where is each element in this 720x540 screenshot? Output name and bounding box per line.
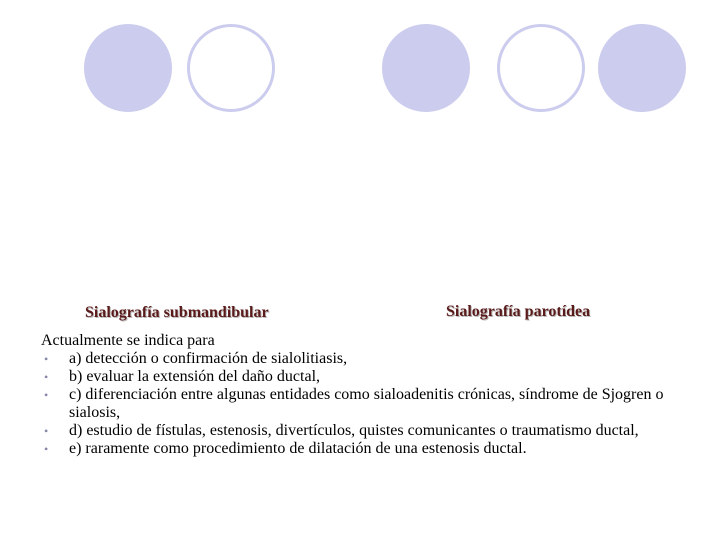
bullet-icon: • [44,352,49,366]
list-item [41,440,681,458]
bullet-icon: • [44,370,49,384]
list-item [41,350,681,368]
list-item-text: e) raramente como procedimiento de dilatación de una estenosis ductal. [69,440,527,457]
list-item-text: a) detección o confirmación de sialolitiasis, [69,350,348,367]
decor-circle-filled [382,24,470,112]
bullet-icon: • [44,442,49,456]
list-item-text: b) evaluar la extensión del daño ductal, [69,368,321,385]
list-item [41,386,681,422]
caption-submandibular: Sialografía submandibular [85,304,269,321]
intro-text: Actualmente se indica para [41,332,215,349]
list-item [41,422,681,440]
slide-body [41,332,681,458]
list-item [41,368,681,386]
list-item-text: c) diferenciación entre algunas entidades como sialoadenitis crónicas, síndrome de Sjogren o sialosis, [69,386,664,421]
decor-circle-ring [187,24,275,112]
bullet-icon: • [44,388,49,402]
decor-circle-filled [84,24,172,112]
caption-parotid: Sialografía parotídea [446,303,591,320]
decor-circle-ring [497,24,585,112]
indication-list [41,350,681,458]
list-item-text: d) estudio de fístulas, estenosis, divertículos, quistes comunicantes o traumatismo ductal, [69,422,639,439]
bullet-icon: • [44,424,49,438]
decor-circle-filled [598,24,686,112]
